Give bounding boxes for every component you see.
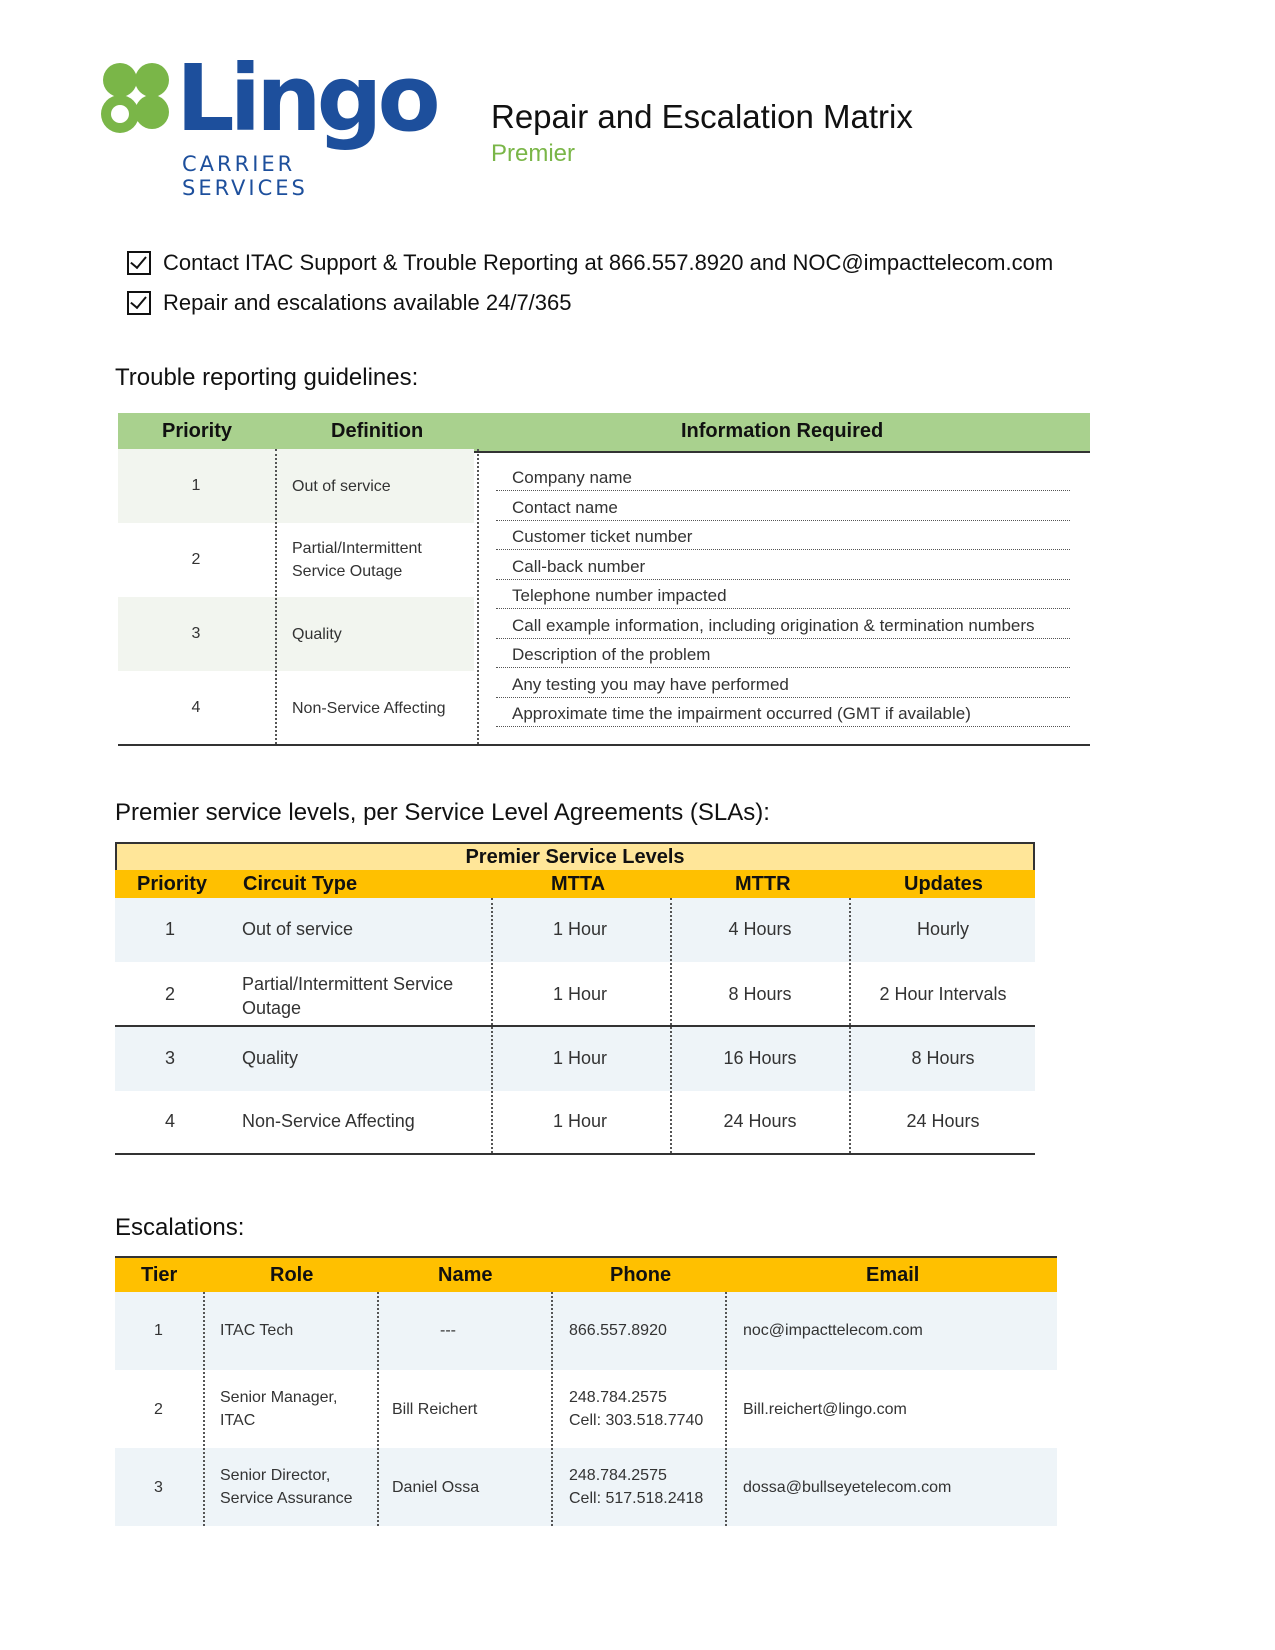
email-cell: noc@impacttelecom.com xyxy=(743,1322,923,1339)
header-information: Information Required xyxy=(681,420,884,442)
escalations-table-header xyxy=(115,1256,1057,1296)
circuit-cell: Out of service xyxy=(242,919,354,939)
header-phone: Phone xyxy=(610,1264,672,1286)
sla-section-title: Premier service levels, per Service Level Agreements (SLAs): xyxy=(115,799,770,826)
list-item: Any testing you may have performed xyxy=(496,669,1070,698)
column-divider xyxy=(377,1292,379,1526)
role-cell: ITAC Tech xyxy=(220,1322,294,1339)
name-cell: --- xyxy=(440,1322,456,1339)
checklist-item xyxy=(127,290,572,316)
checklist-item xyxy=(127,250,1053,276)
header-role: Role xyxy=(270,1264,314,1286)
list-item: Approximate time the impairment occurred (GMT if available) xyxy=(496,698,1070,727)
escalations-section-title: Escalations: xyxy=(115,1214,245,1241)
header-email: Email xyxy=(866,1264,920,1286)
tier-cell: 2 xyxy=(154,1401,163,1418)
mtta-cell: 1 Hour xyxy=(552,1048,608,1068)
updates-cell: 24 Hours xyxy=(906,1111,980,1131)
definition-cell: Out of service xyxy=(292,477,391,495)
name-cell: Daniel Ossa xyxy=(392,1479,480,1496)
email-cell: Bill.reichert@lingo.com xyxy=(743,1401,907,1418)
mtta-cell: 1 Hour xyxy=(552,984,608,1004)
table-row xyxy=(118,671,474,745)
priority-cell: 1 xyxy=(191,477,201,494)
checkbox-checked-icon xyxy=(127,251,151,275)
column-divider xyxy=(477,449,479,744)
column-divider xyxy=(849,898,851,1153)
mtta-cell: 1 Hour xyxy=(552,1111,608,1131)
table-row xyxy=(115,898,1035,962)
mttr-cell: 4 Hours xyxy=(728,919,792,939)
table-row xyxy=(115,1027,1035,1091)
table-row xyxy=(115,1448,1057,1526)
priority-cell: 3 xyxy=(165,1048,176,1068)
name-cell: Bill Reichert xyxy=(392,1401,478,1418)
column-divider xyxy=(275,449,277,744)
column-divider xyxy=(203,1292,205,1526)
mttr-cell: 8 Hours xyxy=(728,984,792,1004)
column-divider xyxy=(725,1292,727,1526)
updates-cell: 8 Hours xyxy=(911,1048,975,1068)
list-item: Description of the problem xyxy=(496,639,1070,668)
table-row xyxy=(115,1091,1035,1155)
table-row xyxy=(115,1370,1057,1448)
priority-cell: 4 xyxy=(191,699,201,716)
mttr-cell: 24 Hours xyxy=(723,1111,797,1131)
checklist-text: Repair and escalations available 24/7/365 xyxy=(163,290,572,315)
priority-cell: 3 xyxy=(191,625,201,642)
table-row xyxy=(118,449,474,523)
email-cell: dossa@bullseyetelecom.com xyxy=(743,1479,952,1496)
phone-cell: 248.784.2575 xyxy=(569,1467,667,1484)
circuit-cell: Partial/Intermittent Service Outage xyxy=(242,974,454,1018)
table-row xyxy=(115,962,1035,1026)
updates-cell: 2 Hour Intervals xyxy=(879,984,1007,1004)
header-priority: Priority xyxy=(137,873,208,895)
header-circuit-type: Circuit Type xyxy=(243,873,358,895)
checkbox-checked-icon xyxy=(127,291,151,315)
column-divider xyxy=(491,898,493,1153)
mttr-cell: 16 Hours xyxy=(723,1048,797,1068)
sla-table-header xyxy=(115,870,1035,898)
phone-cell: 248.784.2575 xyxy=(569,1389,667,1406)
header-mttr: MTTR xyxy=(735,873,791,895)
list-item: Telephone number impacted xyxy=(496,580,1070,609)
checklist-text: Contact ITAC Support & Trouble Reporting at 866.557.8920 and NOC@impacttelecom.com xyxy=(163,250,1054,275)
list-item: Call-back number xyxy=(496,551,1070,580)
definition-cell: Quality xyxy=(292,625,342,643)
table-row xyxy=(115,1292,1057,1370)
list-item: Customer ticket number xyxy=(496,521,1070,550)
priority-cell: 1 xyxy=(165,919,176,939)
lingo-logo xyxy=(96,45,436,200)
cell-phone-cell: Cell: 517.518.2418 xyxy=(569,1490,704,1507)
list-item: Call example information, including origination & termination numbers xyxy=(496,610,1070,639)
page-title: Repair and Escalation Matrix xyxy=(491,98,913,135)
priority-cell: 2 xyxy=(191,551,201,568)
list-item: Contact name xyxy=(496,492,1070,521)
header-tier: Tier xyxy=(141,1264,178,1286)
circuit-cell: Quality xyxy=(242,1048,299,1068)
list-item: Company name xyxy=(496,462,1070,491)
column-divider xyxy=(551,1292,553,1526)
header-definition: Definition xyxy=(331,420,424,442)
mtta-cell: 1 Hour xyxy=(552,919,608,939)
table-bottom-border xyxy=(115,1153,1035,1155)
priority-cell: 2 xyxy=(165,984,176,1004)
updates-cell: Hourly xyxy=(916,919,969,939)
logo-subtitle: CARRIER SERVICES xyxy=(182,152,308,200)
table-bottom-border xyxy=(118,744,1090,746)
sla-table-caption: Premier Service Levels xyxy=(115,842,1035,872)
circuit-cell: Non-Service Affecting xyxy=(242,1111,415,1131)
logo-wordmark: Lingo xyxy=(176,45,436,152)
clover-icon xyxy=(96,58,174,148)
trouble-table-header xyxy=(118,413,1090,453)
table-row xyxy=(118,597,474,671)
role-cell: Senior Manager, ITAC xyxy=(220,1389,338,1429)
priority-cell: 4 xyxy=(165,1111,176,1131)
page-subtitle: Premier xyxy=(491,140,576,167)
header-priority: Priority xyxy=(162,420,233,442)
role-cell: Senior Director, Service Assurance xyxy=(220,1467,353,1507)
header-name: Name xyxy=(438,1264,493,1286)
definition-cell: Partial/Intermittent Service Outage xyxy=(292,540,422,580)
definition-cell: Non-Service Affecting xyxy=(292,699,446,717)
header-mtta: MTTA xyxy=(551,873,606,895)
tier-cell: 1 xyxy=(154,1322,163,1339)
cell-phone-cell: Cell: 303.518.7740 xyxy=(569,1412,704,1429)
header-updates: Updates xyxy=(904,873,983,895)
table-row xyxy=(118,523,474,597)
column-divider xyxy=(670,898,672,1153)
trouble-section-title: Trouble reporting guidelines: xyxy=(115,364,419,391)
tier-cell: 3 xyxy=(154,1479,163,1496)
phone-cell: 866.557.8920 xyxy=(569,1322,667,1339)
